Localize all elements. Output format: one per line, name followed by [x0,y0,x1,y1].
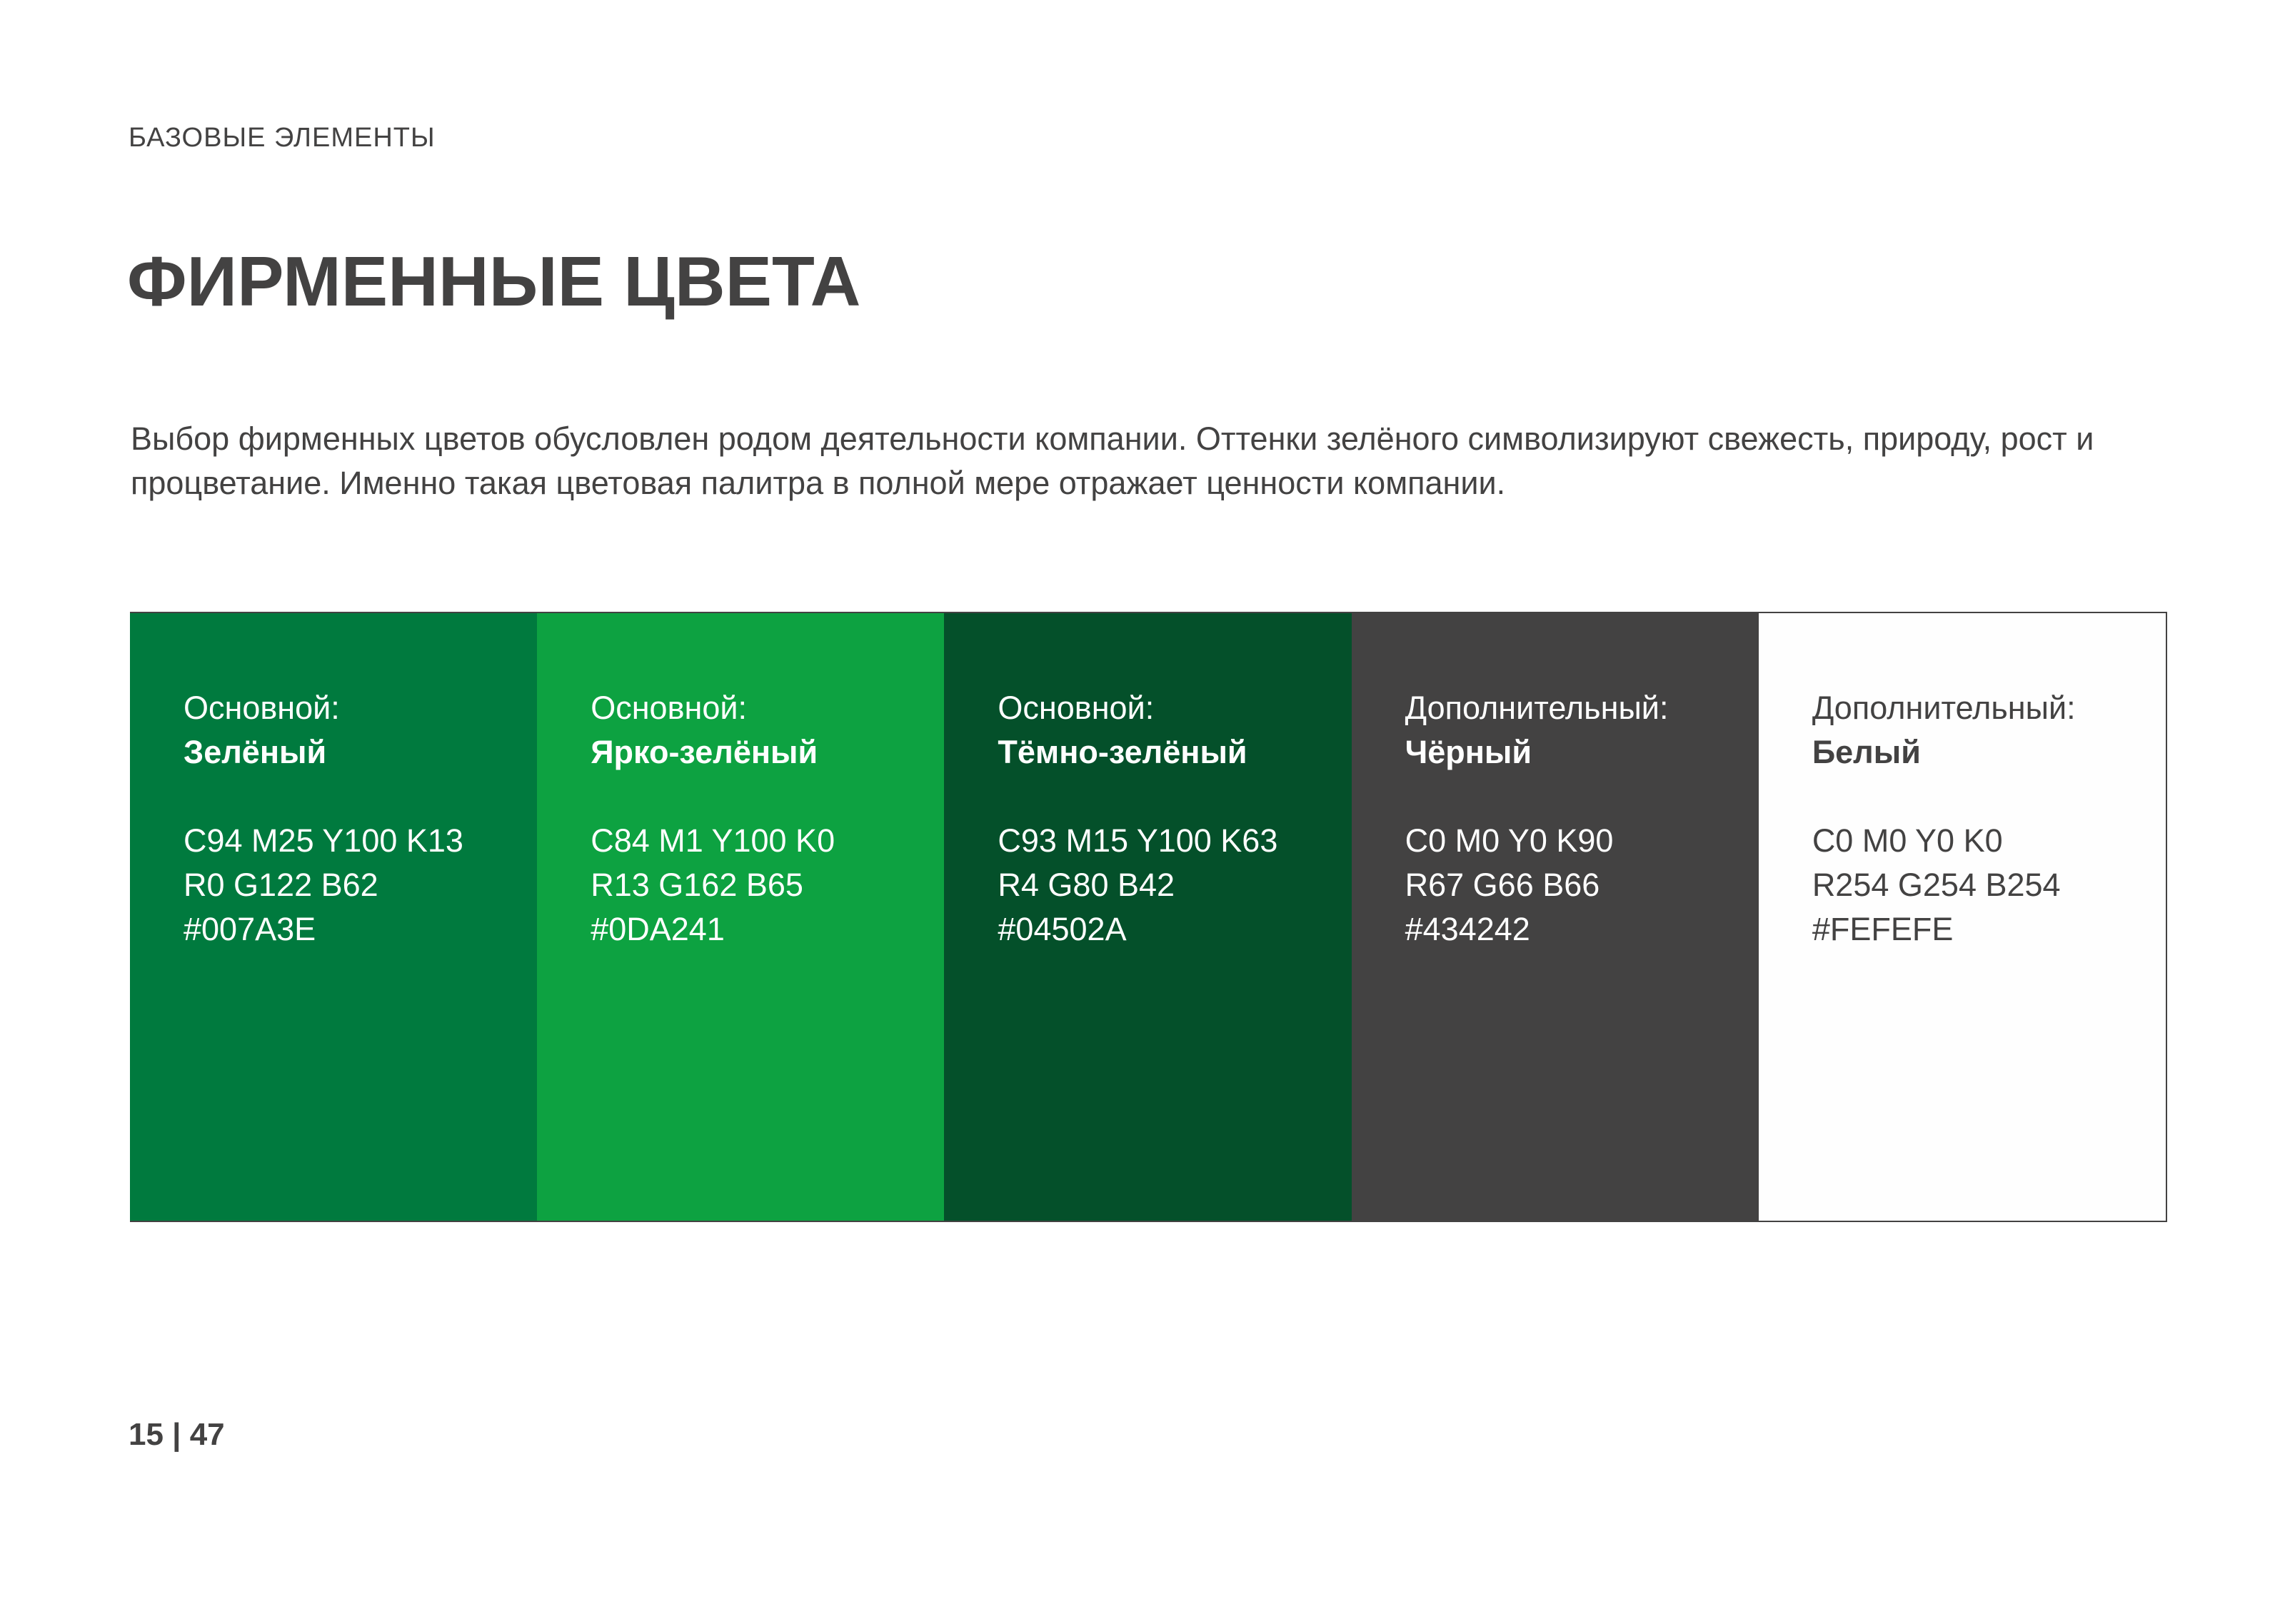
swatch-codes [1405,819,1759,952]
swatch-codes [184,819,537,952]
swatch-rgb: R0 G122 B62 [184,867,378,903]
swatch-codes [1812,819,2166,952]
swatch-codes [998,819,1351,952]
swatch-rgb: R254 G254 B254 [1812,867,2061,903]
page-title: ФИРМЕННЫЕ ЦВЕТА [127,242,861,321]
swatch-bright-green [537,613,944,1221]
swatch-cmyk: C93 M15 Y100 K63 [998,822,1278,859]
swatch-name: Белый [1812,734,1921,770]
swatch-hex: #0DA241 [591,911,725,947]
swatch-cmyk: C0 M0 Y0 K0 [1812,822,2003,859]
swatch-cmyk: C94 M25 Y100 K13 [184,822,463,859]
intro-paragraph: Выбор фирменных цветов обусловлен родом деятельности компании. Оттенки зелёного символизируют свежесть, природу, рост и процветание. Именно такая цветовая палитра в полной мере отражает ценности компании. [131,420,2094,501]
swatch-black [1352,613,1759,1221]
swatch-rgb: R67 G66 B66 [1405,867,1600,903]
swatch-codes [591,819,944,952]
swatch-role: Основной: [591,690,748,726]
swatch-name: Зелёный [184,734,327,770]
page-indicator: 15 | 47 [129,1417,225,1452]
swatch-role: Дополнительный: [1405,690,1669,726]
swatch-name: Чёрный [1405,734,1532,770]
swatch-hex: #04502A [998,911,1127,947]
section-label: БАЗОВЫЕ ЭЛЕМЕНТЫ [129,123,436,153]
swatch-name: Ярко-зелёный [591,734,818,770]
swatch-white [1759,613,2166,1221]
swatch-rgb: R4 G80 B42 [998,867,1175,903]
swatch-role: Основной: [184,690,340,726]
swatch-hex: #434242 [1405,911,1530,947]
swatch-hex: #007A3E [184,911,316,947]
swatch-role: Основной: [998,690,1155,726]
swatch-hex: #FEFEFE [1812,911,1954,947]
swatch-green [130,613,537,1221]
swatch-dark-green [944,613,1351,1221]
swatch-rgb: R13 G162 B65 [591,867,803,903]
swatch-name: Тёмно-зелёный [998,734,1247,770]
swatch-role: Дополнительный: [1812,690,2076,726]
swatch-cmyk: C84 M1 Y100 K0 [591,822,835,859]
color-palette [130,612,2167,1222]
swatch-cmyk: C0 M0 Y0 K90 [1405,822,1614,859]
